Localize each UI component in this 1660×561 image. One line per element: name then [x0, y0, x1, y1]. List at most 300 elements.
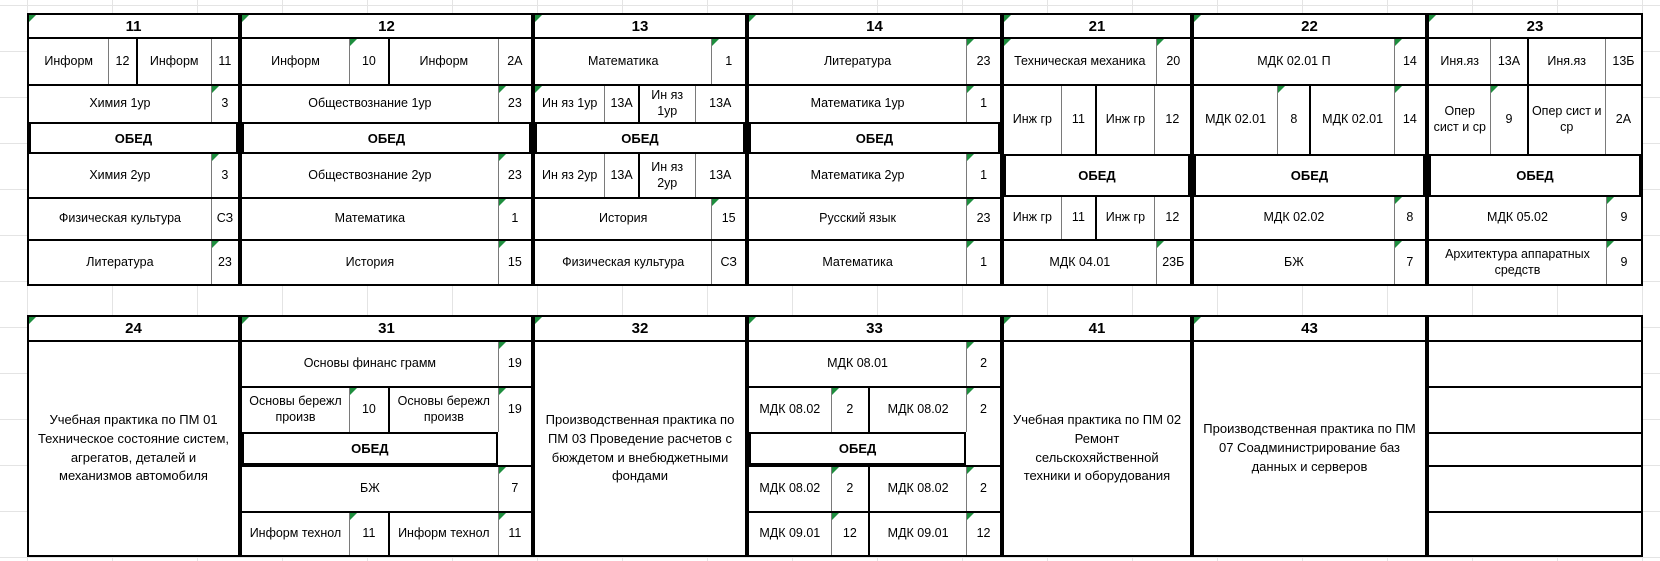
- schedule-row: [1429, 84, 1641, 154]
- error-marker-icon: [967, 154, 974, 161]
- lunch-cell[interactable]: [242, 432, 498, 465]
- room-cell[interactable]: [831, 513, 869, 555]
- cell-text: 11: [1071, 210, 1085, 225]
- cell-text: МДК 02.02: [1263, 210, 1325, 225]
- cell-text: Химия 2ур: [89, 167, 151, 182]
- lesson-cell[interactable]: [868, 513, 966, 555]
- cell-text: 9: [1505, 112, 1513, 127]
- group-header-33[interactable]: [749, 317, 1000, 342]
- lunch-label: ОБЕД: [838, 441, 877, 456]
- lunch-cell[interactable]: [535, 122, 745, 154]
- lesson-cell[interactable]: [388, 388, 498, 432]
- group-block-empty: [1427, 315, 1643, 557]
- error-marker-icon: [535, 15, 542, 22]
- lesson-cell[interactable]: [1429, 86, 1490, 154]
- group-header-label: 13: [631, 17, 649, 35]
- cell-text: 8: [1406, 210, 1414, 225]
- cell-text: Информ: [419, 53, 469, 68]
- cell-text: 1: [725, 53, 733, 68]
- lesson-cell[interactable]: [749, 86, 966, 122]
- error-marker-icon: [499, 513, 506, 520]
- practice-cell[interactable]: [1004, 342, 1190, 555]
- lunch-cell[interactable]: [29, 122, 238, 154]
- schedule-row: [242, 39, 531, 84]
- cell-text: МДК 08.01: [827, 356, 889, 371]
- error-marker-icon: [967, 241, 974, 248]
- lesson-cell[interactable]: [868, 467, 966, 511]
- lesson-cell[interactable]: [242, 241, 498, 284]
- group-block-22: [1192, 13, 1427, 286]
- lunch-row: [1194, 154, 1425, 197]
- group-header-label: 14: [866, 17, 883, 35]
- lesson-cell[interactable]: [749, 513, 831, 555]
- room-cell[interactable]: [211, 241, 238, 284]
- cell-text: 9: [1620, 254, 1628, 269]
- room-cell[interactable]: [966, 241, 1000, 284]
- lesson-cell[interactable]: [1194, 241, 1394, 284]
- lunch-label: ОБЕД: [114, 130, 153, 146]
- room-cell[interactable]: [211, 39, 238, 84]
- error-marker-icon: [499, 388, 506, 395]
- schedule-row: [1429, 39, 1641, 84]
- cell-text: Математика 1ур: [810, 96, 905, 111]
- group-block-23: [1427, 13, 1643, 286]
- schedule-row: [1004, 197, 1190, 239]
- schedule-row: [1194, 84, 1425, 154]
- schedule-row: [535, 197, 745, 239]
- room-cell[interactable]: [349, 513, 388, 555]
- room-cell[interactable]: [831, 467, 869, 511]
- error-marker-icon: [535, 86, 542, 93]
- lesson-cell[interactable]: [242, 39, 349, 84]
- lesson-cell[interactable]: [638, 154, 695, 197]
- cell-text: МДК 02.01: [1322, 112, 1384, 127]
- room-cell[interactable]: [498, 241, 531, 284]
- error-marker-icon: [29, 317, 36, 324]
- cell-text: Инж гр: [1012, 112, 1052, 127]
- group-header-43[interactable]: [1194, 317, 1425, 342]
- lunch-label: ОБЕД: [621, 130, 659, 146]
- room-cell[interactable]: [966, 513, 1000, 555]
- room-cell[interactable]: [1490, 86, 1526, 154]
- lesson-cell[interactable]: [1429, 241, 1606, 284]
- lesson-cell[interactable]: [1004, 241, 1156, 284]
- lesson-cell[interactable]: [1429, 197, 1606, 239]
- cell-text: 1: [511, 211, 519, 226]
- lesson-cell[interactable]: [535, 86, 604, 122]
- cell-text: МДК 02.01: [1205, 112, 1267, 127]
- lunch-label: ОБЕД: [367, 130, 406, 146]
- error-marker-icon: [1157, 39, 1164, 46]
- group-header-label: 31: [378, 320, 395, 337]
- cell-text: 19: [507, 402, 522, 417]
- lesson-cell[interactable]: [749, 154, 966, 197]
- cell-text: Математика 2ур: [810, 167, 905, 182]
- cell-text: Литература: [823, 53, 892, 68]
- schedule-row: [1004, 39, 1190, 84]
- schedule-row: [1429, 239, 1641, 284]
- cell-text: 1: [980, 96, 988, 111]
- cell-text: 7: [1406, 254, 1414, 269]
- lesson-cell[interactable]: [242, 388, 349, 432]
- room-cell[interactable]: [211, 199, 238, 239]
- lunch-row: [535, 122, 745, 154]
- room-cell[interactable]: [966, 342, 1000, 386]
- lesson-cell[interactable]: [1429, 39, 1490, 84]
- room-cell[interactable]: [695, 154, 745, 197]
- cell-text: 1: [980, 167, 988, 182]
- group-block-21: [1002, 13, 1192, 286]
- cell-text: Основы бережл произв: [249, 394, 342, 424]
- lesson-cell[interactable]: [242, 467, 498, 511]
- room-cell[interactable]: [211, 86, 238, 122]
- error-marker-icon: [499, 467, 506, 474]
- room-cell[interactable]: [831, 388, 869, 432]
- room-cell[interactable]: [1061, 197, 1095, 239]
- cell-text: 2: [980, 356, 988, 371]
- schedule-row: [242, 386, 531, 432]
- cell-text: 23: [976, 211, 991, 226]
- lesson-cell[interactable]: [535, 241, 711, 284]
- lesson-cell[interactable]: [242, 513, 349, 555]
- room-cell[interactable]: [349, 388, 388, 432]
- schedule-row: [749, 197, 1000, 239]
- room-cell[interactable]: [711, 241, 745, 284]
- room-cell[interactable]: [498, 86, 531, 122]
- group-header-32[interactable]: [535, 317, 745, 342]
- lesson-cell[interactable]: [638, 86, 695, 122]
- error-marker-icon: [749, 15, 756, 22]
- cell-text: 2А: [1615, 112, 1632, 127]
- cell-text: Ин яз 2ур: [541, 167, 598, 182]
- schedule-row: [242, 84, 531, 122]
- lesson-cell[interactable]: [749, 388, 831, 432]
- error-marker-icon: [1607, 197, 1614, 204]
- lesson-cell[interactable]: [1004, 39, 1156, 84]
- error-marker-icon: [1607, 241, 1614, 248]
- lunch-cell[interactable]: [749, 432, 966, 465]
- lesson-cell[interactable]: [1095, 86, 1154, 154]
- group-block-13: [533, 13, 747, 286]
- room-cell[interactable]: [966, 388, 1000, 432]
- lesson-cell[interactable]: [1429, 342, 1641, 386]
- lesson-cell[interactable]: [1429, 388, 1641, 432]
- lesson-cell[interactable]: [535, 199, 711, 239]
- error-marker-icon: [1278, 86, 1285, 93]
- group-block-14: [747, 13, 1002, 286]
- cell-text: 20: [1166, 53, 1181, 68]
- cell-text: 11: [1071, 112, 1085, 127]
- cell-text: МДК 08.02: [887, 481, 949, 496]
- error-marker-icon: [967, 513, 974, 520]
- room-cell[interactable]: [1394, 241, 1425, 284]
- lesson-cell[interactable]: [29, 86, 211, 122]
- cell-text: 10: [361, 53, 376, 68]
- lesson-cell[interactable]: [1004, 86, 1061, 154]
- error-marker-icon: [499, 199, 506, 206]
- group-header-label: 32: [631, 320, 649, 337]
- schedule-row: [749, 386, 1000, 432]
- room-cell[interactable]: [1154, 197, 1190, 239]
- room-cell[interactable]: [1606, 197, 1641, 239]
- lesson-cell[interactable]: [242, 342, 498, 386]
- cell-text: Инж гр: [1105, 210, 1146, 225]
- room-cell[interactable]: [711, 199, 745, 239]
- room-cell[interactable]: [1156, 39, 1190, 84]
- lesson-cell[interactable]: [749, 467, 831, 511]
- room-cell[interactable]: [1394, 197, 1425, 239]
- lesson-cell[interactable]: [242, 154, 498, 197]
- error-marker-icon: [242, 15, 249, 22]
- practice-cell[interactable]: [1194, 342, 1425, 555]
- error-marker-icon: [967, 39, 974, 46]
- schedule-row: [749, 342, 1000, 386]
- room-cell[interactable]: [108, 39, 135, 84]
- lunch-row: [242, 122, 531, 154]
- group-header-23[interactable]: [1429, 15, 1641, 39]
- practice-cell[interactable]: [29, 342, 238, 555]
- cell-text: 1: [980, 254, 988, 269]
- cell-text: 14: [1402, 112, 1417, 127]
- lesson-cell[interactable]: [1194, 197, 1394, 239]
- error-marker-icon: [499, 154, 506, 161]
- error-marker-icon: [212, 154, 219, 161]
- lunch-label: ОБЕД: [1078, 168, 1116, 183]
- error-marker-icon: [832, 467, 839, 474]
- schedule-row: [1429, 465, 1641, 511]
- schedule-row: [535, 84, 745, 122]
- schedule-row: [1004, 239, 1190, 284]
- schedule-row: [29, 239, 238, 284]
- cell-text: Техническая механика: [1014, 53, 1146, 68]
- error-marker-icon: [967, 342, 974, 349]
- cell-text: 3: [221, 96, 229, 111]
- cell-text: Опер сист и ср: [1531, 104, 1602, 134]
- room-cell[interactable]: [1394, 39, 1425, 84]
- room-cell[interactable]: [211, 154, 238, 197]
- error-marker-icon: [212, 86, 219, 93]
- cell-text: 2: [980, 402, 987, 417]
- cell-text: Инж гр: [1105, 112, 1146, 127]
- error-marker-icon: [1194, 317, 1201, 324]
- room-cell[interactable]: [1605, 39, 1641, 84]
- lesson-cell[interactable]: [535, 154, 604, 197]
- group-header-label: 21: [1088, 17, 1106, 35]
- group-header-22[interactable]: [1194, 15, 1425, 39]
- group-header-41[interactable]: [1004, 317, 1190, 342]
- schedule-row: [242, 197, 531, 239]
- cell-text: Основы финанс грамм: [303, 356, 437, 371]
- lesson-cell[interactable]: [136, 39, 211, 84]
- error-marker-icon: [29, 15, 36, 22]
- cell-text: Ин яз 1ур: [541, 96, 598, 111]
- cell-text: 12: [1165, 112, 1180, 127]
- lesson-cell[interactable]: [1095, 197, 1154, 239]
- lesson-cell[interactable]: [29, 154, 211, 197]
- lesson-cell[interactable]: [1429, 513, 1641, 555]
- lunch-cell[interactable]: [1004, 154, 1190, 197]
- error-marker-icon: [967, 467, 974, 474]
- cell-text: Математика: [822, 254, 893, 269]
- group-header-label: 33: [866, 320, 883, 337]
- lesson-cell[interactable]: [29, 39, 108, 84]
- lesson-cell[interactable]: [1429, 434, 1641, 465]
- group-header-empty[interactable]: [1429, 317, 1641, 342]
- schedule-row: [535, 154, 745, 197]
- lunch-cell[interactable]: [749, 122, 1000, 154]
- room-cell[interactable]: [604, 86, 638, 122]
- cell-text: История: [598, 211, 648, 226]
- lesson-cell[interactable]: [1004, 197, 1061, 239]
- lesson-cell[interactable]: [749, 342, 966, 386]
- room-cell[interactable]: [498, 39, 531, 84]
- lunch-cell[interactable]: [242, 122, 531, 154]
- room-cell[interactable]: [1606, 241, 1641, 284]
- cell-text: 13А: [1497, 53, 1521, 68]
- error-marker-icon: [832, 388, 839, 395]
- lesson-cell[interactable]: [242, 86, 498, 122]
- group-block-41: [1002, 315, 1192, 557]
- group-header-label: 41: [1088, 320, 1106, 337]
- practice-cell[interactable]: [535, 342, 745, 555]
- group-block-12: [240, 13, 533, 286]
- lunch-cell[interactable]: [1429, 154, 1641, 197]
- group-header-label: 12: [378, 17, 395, 35]
- cell-text: 13А: [709, 96, 732, 111]
- cell-text: 12: [115, 53, 130, 68]
- group-block-32: [533, 315, 747, 557]
- room-cell[interactable]: [1061, 86, 1095, 154]
- lesson-cell[interactable]: [868, 388, 966, 432]
- cell-text: Литература: [86, 254, 154, 269]
- cell-text: 23: [976, 53, 991, 68]
- cell-text: Информ: [149, 53, 199, 68]
- cell-text: 2: [846, 481, 854, 496]
- group-block-11: [27, 13, 240, 286]
- lunch-row: [242, 432, 531, 465]
- group-block-31: [240, 315, 533, 557]
- room-cell[interactable]: [966, 467, 1000, 511]
- room-cell[interactable]: [498, 154, 531, 197]
- error-marker-icon: [967, 388, 974, 395]
- group-block-33: [747, 315, 1002, 557]
- room-cell[interactable]: [498, 388, 531, 432]
- practice-label: Производственная практика по ПМ 07 Соадминистрирование баз данных и серверов: [1203, 421, 1416, 474]
- room-cell[interactable]: [498, 513, 531, 555]
- lesson-cell[interactable]: [29, 199, 211, 239]
- room-cell[interactable]: [1605, 86, 1641, 154]
- room-cell[interactable]: [695, 86, 745, 122]
- lesson-cell[interactable]: [29, 241, 211, 284]
- room-cell[interactable]: [1490, 39, 1526, 84]
- cell-text: 11: [218, 53, 232, 68]
- practice-label: Учебная практика по ПМ 01 Техническое состояние систем, агрегатов, деталей и механизмов автомобиля: [37, 411, 230, 484]
- lesson-cell[interactable]: [388, 513, 498, 555]
- room-cell[interactable]: [966, 154, 1000, 197]
- cell-text: СЗ: [720, 254, 737, 269]
- schedule-row: [749, 154, 1000, 197]
- cell-text: 19: [507, 356, 522, 371]
- lunch-cell[interactable]: [1194, 154, 1425, 197]
- lesson-cell[interactable]: [242, 199, 498, 239]
- room-cell[interactable]: [711, 39, 745, 84]
- lesson-cell[interactable]: [1194, 39, 1394, 84]
- room-cell[interactable]: [1154, 86, 1190, 154]
- cell-text: История: [345, 254, 395, 269]
- room-cell[interactable]: [349, 39, 388, 84]
- cell-text: 8: [1290, 112, 1298, 127]
- cell-text: МДК 08.02: [759, 481, 821, 496]
- error-marker-icon: [1395, 241, 1402, 248]
- lesson-cell[interactable]: [1527, 86, 1605, 154]
- error-marker-icon: [1395, 86, 1402, 93]
- group-header-31[interactable]: [242, 317, 531, 342]
- cell-text: Химия 1ур: [89, 96, 151, 111]
- room-cell[interactable]: [498, 199, 531, 239]
- schedule-row: [1194, 239, 1425, 284]
- lesson-cell[interactable]: [388, 39, 498, 84]
- room-cell[interactable]: [966, 39, 1000, 84]
- room-cell[interactable]: [498, 467, 531, 511]
- lunch-label: ОБЕД: [351, 441, 389, 456]
- lesson-cell[interactable]: [1527, 39, 1605, 84]
- group-header-12[interactable]: [242, 15, 531, 39]
- group-header-13[interactable]: [535, 15, 745, 39]
- room-cell[interactable]: [1277, 86, 1309, 154]
- cell-text: Информ технол: [249, 526, 342, 541]
- cell-text: МДК 04.01: [1049, 254, 1111, 269]
- schedule-row: [749, 465, 1000, 511]
- room-cell[interactable]: [498, 342, 531, 386]
- lunch-label: ОБЕД: [1290, 168, 1329, 183]
- room-cell[interactable]: [1156, 241, 1190, 284]
- schedule-row: [1429, 342, 1641, 386]
- lesson-cell[interactable]: [1429, 467, 1641, 511]
- lesson-cell[interactable]: [749, 241, 966, 284]
- group-header-14[interactable]: [749, 15, 1000, 39]
- group-block-43: [1192, 315, 1427, 557]
- lunch-label: ОБЕД: [855, 130, 894, 146]
- cell-text: 13А: [610, 167, 633, 182]
- error-marker-icon: [1004, 317, 1011, 324]
- lesson-cell[interactable]: [1309, 86, 1393, 154]
- lesson-cell[interactable]: [1194, 86, 1277, 154]
- group-header-24[interactable]: [29, 317, 238, 342]
- error-marker-icon: [499, 241, 506, 248]
- schedule-row: [29, 84, 238, 122]
- schedule-row: [749, 239, 1000, 284]
- group-header-21[interactable]: [1004, 15, 1190, 39]
- schedule-row: [242, 511, 531, 555]
- group-header-11[interactable]: [29, 15, 238, 39]
- error-marker-icon: [1395, 39, 1402, 46]
- lesson-cell[interactable]: [749, 39, 966, 84]
- room-cell[interactable]: [966, 86, 1000, 122]
- cell-text: Информ технол: [398, 526, 490, 541]
- cell-text: Иня.яз: [1440, 53, 1480, 68]
- cell-text: 23: [507, 96, 522, 111]
- cell-text: БЖ: [1284, 254, 1304, 269]
- cell-text: Математика: [334, 211, 406, 226]
- room-cell[interactable]: [1394, 86, 1425, 154]
- cell-text: 12: [842, 526, 857, 541]
- lesson-cell[interactable]: [749, 199, 966, 239]
- room-cell[interactable]: [966, 199, 1000, 239]
- cell-text: МДК 08.02: [887, 402, 949, 417]
- lesson-cell[interactable]: [535, 39, 711, 84]
- room-cell[interactable]: [604, 154, 638, 197]
- cell-text: МДК 02.01 П: [1257, 53, 1331, 68]
